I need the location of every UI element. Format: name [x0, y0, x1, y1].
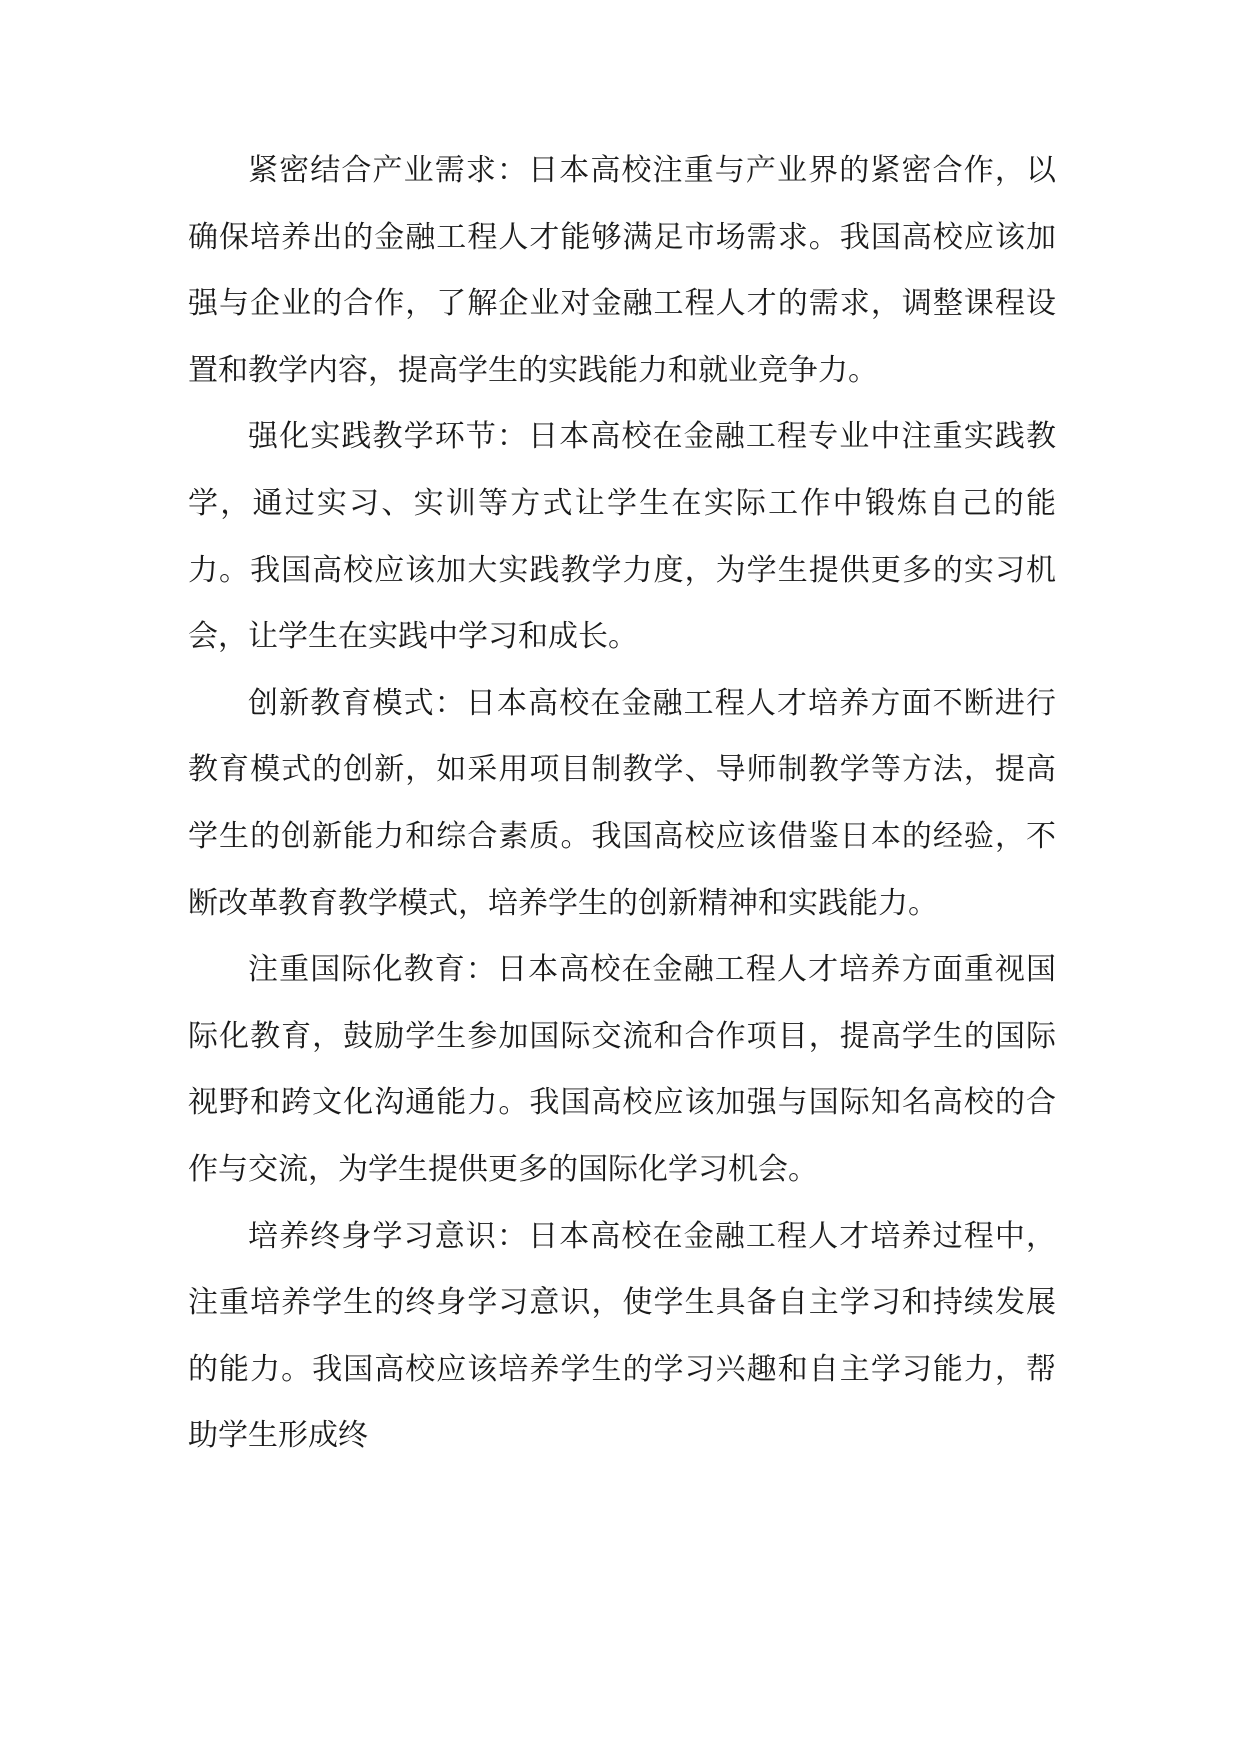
paragraph-practical-teaching: 强化实践教学环节：日本高校在金融工程专业中注重实践教学，通过实习、实训等方式让学生在实际工作中锻炼自己的能力。我国高校应该加大实践教学力度，为学生提供更多的实习机会，让学生在实践中学习和成长。	[188, 419, 1056, 655]
paragraph-internationalization: 注重国际化教育：日本高校在金融工程人才培养方面重视国际化教育，鼓励学生参加国际交流和合作项目，提高学生的国际视野和跨文化沟通能力。我国高校应该加强与国际知名高校的合作与交流，为学生提供更多的国际化学习机会。	[188, 952, 1056, 1187]
paragraph-industry-demand: 紧密结合产业需求：日本高校注重与产业界的紧密合作，以确保培养出的金融工程人才能够满足市场需求。我国高校应该加强与企业的合作，了解企业对金融工程人才的需求，调整课程设置和教学内容，提高学生的实践能力和就业竞争力。	[188, 153, 1056, 388]
document-body	[188, 138, 1056, 1470]
paragraph-education-model: 创新教育模式：日本高校在金融工程人才培养方面不断进行教育模式的创新，如采用项目制教学、导师制教学等方法，提高学生的创新能力和综合素质。我国高校应该借鉴日本的经验，不断改革教育教学模式，培养学生的创新精神和实践能力。	[188, 685, 1056, 921]
paragraph-lifelong-learning: 培养终身学习意识：日本高校在金融工程人才培养过程中，注重培养学生的终身学习意识，使学生具备自主学习和持续发展的能力。我国高校应该培养学生的学习兴趣和自主学习能力，帮助学生形成终	[188, 1218, 1056, 1454]
